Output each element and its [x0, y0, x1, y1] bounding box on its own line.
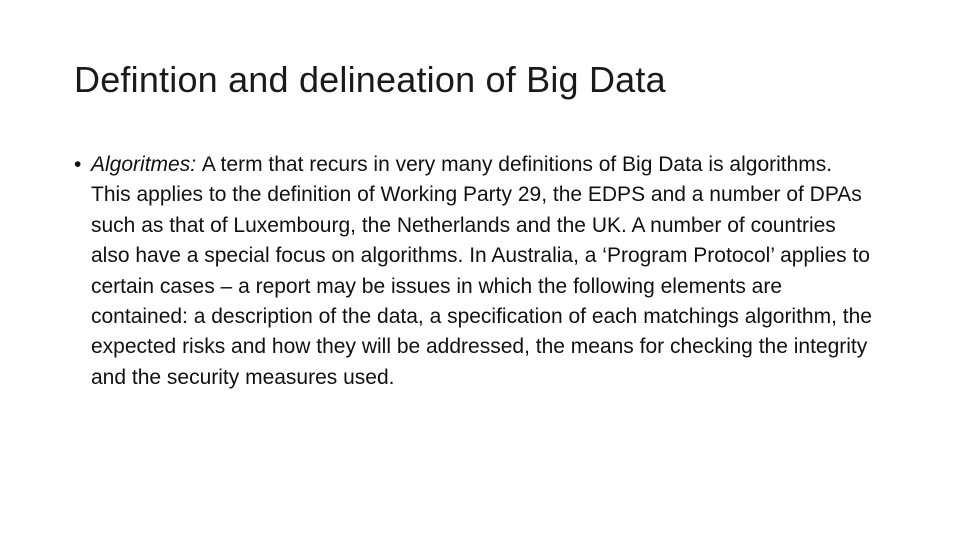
slide-title: Defintion and delineation of Big Data	[74, 59, 666, 100]
bullet-dot-icon: •	[74, 153, 82, 176]
bullet-term: Algoritmes:	[91, 153, 202, 176]
bullet-text: A term that recurs in very many definitions of Big Data is algorithms. This applies to the definition of Working Party 29, the EDPS and a number of DPAs such as that of Luxembourg, the Netherlands and the UK. A number of countries also have a special focus on algorithms. In Australia, a ‘Program Protocol’ applies to certain cases – a report may be issues in which the following elements are contained: a description of the data, a specification of each matchings algorithm, the expected risks and how they will be addressed, the means for checking the integrity and the security measures used.	[91, 153, 872, 389]
bullet-list	[74, 150, 874, 393]
bullet-item	[74, 150, 874, 393]
